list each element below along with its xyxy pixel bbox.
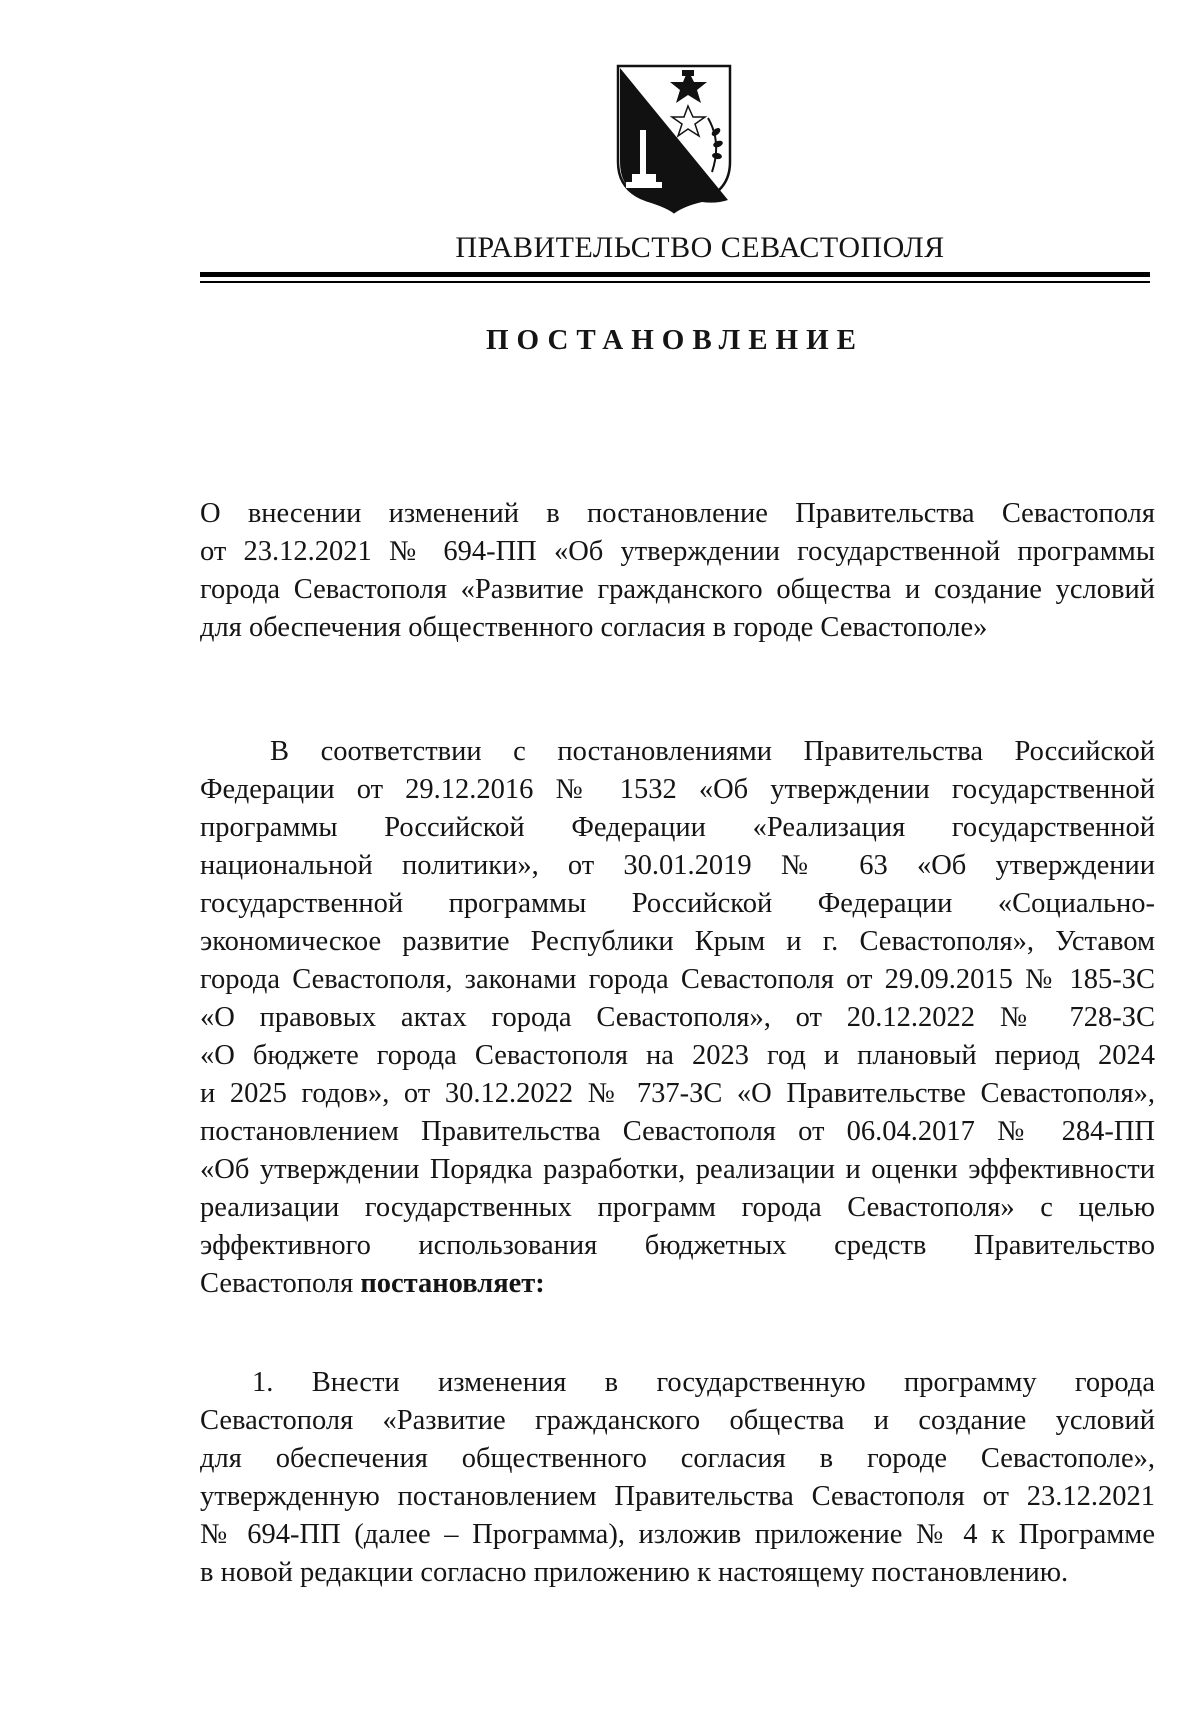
document-subject	[200, 495, 1155, 647]
preamble-line: эффективного использования бюджетных средств Правительство	[200, 1230, 1155, 1261]
subject-line: О внесении изменений в постановление Правительства Севастополя	[200, 498, 1155, 529]
header-rule-thin	[200, 281, 1150, 283]
preamble-last-line	[200, 1265, 1155, 1303]
subject-line: для обеспечения общественного согласия в городе Севастополе»	[200, 612, 988, 643]
preamble-line: «О правовых актах города Севастополя», от 20.12.2022 № 728-ЗС	[200, 1002, 1155, 1033]
preamble-last-line-text: Севастополя	[200, 1268, 354, 1299]
subject-line: от 23.12.2021 № 694-ПП «Об утверждении государственной программы	[200, 536, 1155, 567]
preamble-line: постановлением Правительства Севастополя от 06.04.2017 № 284-ПП	[200, 1116, 1155, 1147]
document-type-heading: ПОСТАНОВЛЕНИЕ	[485, 324, 864, 356]
preamble-line: и 2025 годов», от 30.12.2022 № 737-ЗС «О Правительстве Севастополя»,	[200, 1078, 1155, 1109]
preamble-line: «Об утверждении Порядка разработки, реализации и оценки эффективности	[200, 1154, 1155, 1185]
preamble-line: города Севастополя, законами города Севастополя от 29.09.2015 № 185-ЗС	[200, 964, 1155, 995]
preamble-line: экономическое развитие Республики Крым и г. Севастополя», Уставом	[200, 926, 1155, 957]
item-line: в новой редакции согласно приложению к настоящему постановлению.	[200, 1557, 1069, 1588]
preamble-line: программы Российской Федерации «Реализация государственной	[200, 812, 1155, 843]
sevastopol-coat-of-arms-icon	[612, 62, 736, 214]
preamble-line: В соответствии с постановлениями Правительства Российской	[270, 736, 1155, 767]
resolution-keyword: постановляет:	[360, 1268, 545, 1299]
organization-title: ПРАВИТЕЛЬСТВО СЕВАСТОПОЛЯ	[455, 231, 945, 264]
resolution-item-1	[200, 1364, 1155, 1592]
preamble-line: реализации государственных программ города Севастополя» с целью	[200, 1192, 1155, 1223]
item-line: для обеспечения общественного согласия в городе Севастополе»,	[200, 1443, 1155, 1474]
preamble-paragraph	[200, 733, 1155, 1303]
header-rule-thick	[200, 272, 1150, 277]
item-line: Севастополя «Развитие гражданского общества и создание условий	[200, 1405, 1155, 1436]
preamble-line: национальной политики», от 30.01.2019 № 63 «Об утверждении	[200, 850, 1155, 881]
preamble-line: Федерации от 29.12.2016 № 1532 «Об утверждении государственной	[200, 774, 1155, 805]
preamble-line: «О бюджете города Севастополя на 2023 год и плановый период 2024	[200, 1040, 1155, 1071]
preamble-line: государственной программы Российской Федерации «Социально-	[200, 888, 1155, 919]
item-line: утвержденную постановлением Правительства Севастополя от 23.12.2021	[200, 1481, 1155, 1512]
item-line: № 694-ПП (далее – Программа), изложив приложение № 4 к Программе	[200, 1519, 1155, 1550]
subject-line: города Севастополя «Развитие гражданского общества и создание условий	[200, 574, 1155, 605]
item-line: 1. Внести изменения в государственную программу города	[252, 1367, 1155, 1398]
